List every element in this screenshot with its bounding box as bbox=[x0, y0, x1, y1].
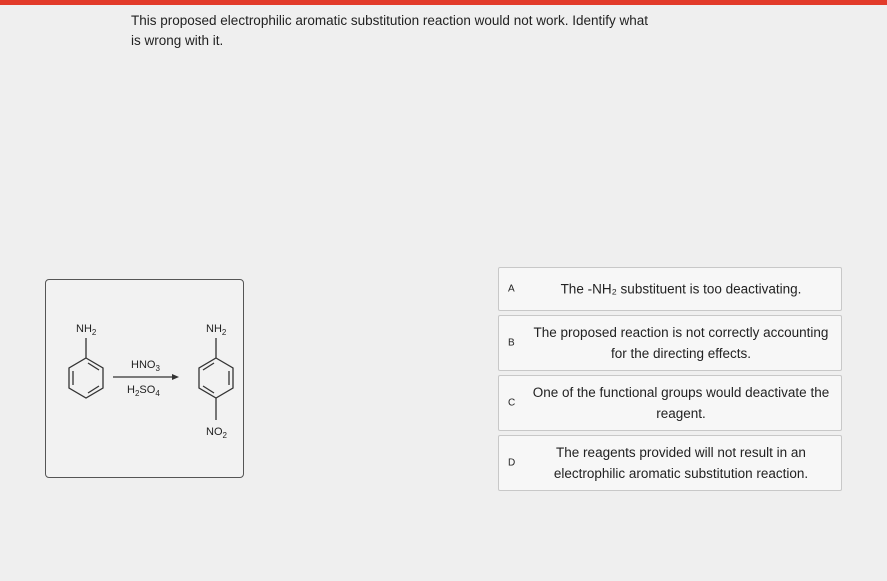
answer-text: The -NH₂ substituent is too deactivating. bbox=[560, 281, 802, 297]
answer-letter: B bbox=[508, 337, 515, 349]
reagent-hno3-label: $HNO_3$ bbox=[131, 359, 160, 373]
reactant-nh2-label: $NH_2$ bbox=[76, 323, 97, 337]
answer-option-a[interactable] bbox=[498, 267, 842, 311]
answer-text: One of the functional groups would deactivate the reagent. bbox=[532, 385, 830, 421]
reaction-svg bbox=[46, 280, 243, 477]
product-no2-label: $NO_2$ bbox=[206, 426, 227, 440]
top-accent-bar bbox=[0, 0, 887, 5]
answer-letter: C bbox=[508, 397, 516, 409]
answer-text: The proposed reaction is not correctly accounting for the directing effects. bbox=[533, 325, 829, 361]
reaction-diagram bbox=[45, 279, 244, 478]
product-nh2-label: $NH_2$ bbox=[206, 323, 227, 337]
reactant-benzene-ring bbox=[69, 338, 103, 398]
question-text: This proposed electrophilic aromatic substitution reaction would not work. Identify what is wrong with it. bbox=[131, 13, 649, 48]
reagent-h2so4-label: $H_2SO_4$ bbox=[127, 384, 160, 398]
answer-letter: D bbox=[508, 457, 516, 469]
answer-option-c[interactable] bbox=[498, 375, 842, 431]
answer-text: The reagents provided will not result in an electrophilic aromatic substitution reaction. bbox=[553, 445, 809, 481]
answer-option-d[interactable] bbox=[498, 435, 842, 491]
answer-letter: A bbox=[508, 283, 515, 295]
answer-option-b[interactable] bbox=[498, 315, 842, 371]
reaction-arrow bbox=[113, 374, 179, 380]
product-benzene-ring bbox=[199, 338, 233, 420]
answer-choices bbox=[498, 267, 842, 495]
